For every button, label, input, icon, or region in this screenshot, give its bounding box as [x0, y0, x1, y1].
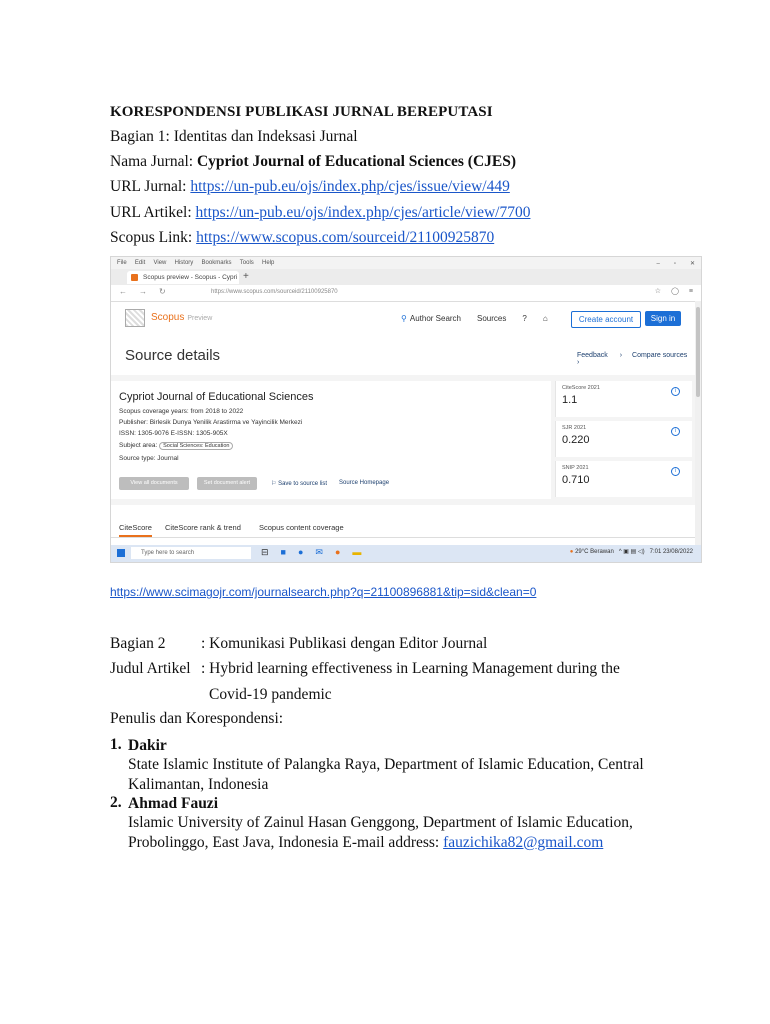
save-to-source-list-link[interactable]: ⚐ Save to source list — [271, 481, 328, 487]
article-url-label: URL Artikel: — [110, 204, 196, 221]
view-all-documents-button[interactable]: View all documents — [119, 477, 189, 490]
taskbar-search-input[interactable]: Type here to search — [131, 547, 251, 559]
article-title-value-2: Covid-19 pandemic — [209, 686, 332, 703]
menu-tools[interactable]: Tools — [239, 260, 254, 266]
edge-icon[interactable]: ● — [297, 547, 304, 557]
author-affiliation-2: Probolinggo, East Java, Indonesia E-mail address: fauzichika82@gmail.com — [128, 833, 604, 851]
source-type: Source type: Journal — [119, 455, 179, 462]
article-url-link[interactable]: https://un-pub.eu/ojs/index.php/cjes/article/view/7700 — [195, 204, 531, 221]
snip-label: SNIP 2021 — [562, 465, 589, 471]
help-icon[interactable]: ? — [522, 314, 527, 323]
article-title-value-1: : Hybrid learning effectiveness in Learning Management during the — [201, 660, 620, 677]
source-tabs — [111, 519, 701, 538]
tray-time: 7:01 — [649, 549, 662, 555]
source-homepage-link[interactable]: Source Homepage — [339, 480, 390, 486]
journal-info-panel — [111, 381, 551, 499]
header-actions — [577, 352, 701, 366]
nav-author-search[interactable]: Author Search — [409, 314, 461, 323]
menu-file[interactable]: File — [117, 260, 127, 266]
scopus-link-line — [110, 229, 494, 247]
browser-toolbar-icons — [645, 287, 693, 295]
journal-name-label: Nama Jurnal: — [110, 153, 197, 170]
info-icon[interactable]: i — [671, 467, 680, 476]
scopus-link-label: Scopus Link: — [110, 229, 197, 246]
scopus-header — [111, 301, 701, 331]
subject-tag[interactable]: Social Sciences: Education — [159, 442, 233, 450]
browser-tab-title: Scopus preview - Scopus - Cypri — [143, 274, 238, 281]
url-field[interactable]: https://www.scopus.com/sourceid/21100925870 — [211, 289, 338, 295]
author-number: 1. — [110, 736, 122, 753]
section-1-heading: Bagian 1: Identitas dan Indeksasi Jurnal — [110, 128, 358, 145]
citescore-label: CiteScore 2021 — [562, 385, 600, 391]
menu-history[interactable]: History — [174, 260, 194, 266]
set-document-alert-button[interactable]: Set document alert — [197, 477, 257, 490]
browser-address-bar — [111, 285, 701, 302]
minimize-icon[interactable]: – — [656, 261, 660, 267]
weather-icon: ● — [569, 549, 574, 555]
search-icon: ⚲ — [401, 314, 407, 323]
browser-menubar — [111, 257, 701, 269]
nav-sources[interactable]: Sources — [477, 314, 507, 323]
folder-icon[interactable]: ▬ — [352, 547, 362, 557]
menu-edit[interactable]: Edit — [134, 260, 146, 266]
article-url-line — [110, 204, 530, 222]
article-title-line — [110, 660, 620, 678]
firefox-icon[interactable]: ● — [334, 547, 341, 557]
menu-help[interactable]: Help — [262, 260, 275, 266]
tab-citescore-rank[interactable]: CiteScore rank & trend — [165, 523, 241, 532]
info-icon[interactable]: i — [671, 387, 680, 396]
author-affiliation-1: State Islamic Institute of Palangka Raya, Department of Islamic Education, Central — [128, 756, 644, 773]
issn: ISSN: 1305-9076 E-ISSN: 1305-905X — [119, 430, 228, 437]
author-email-link[interactable]: fauzichika82@gmail.com — [443, 833, 604, 851]
scimago-line — [110, 583, 536, 601]
browser-tab[interactable] — [127, 271, 239, 284]
section-2-line — [110, 635, 488, 653]
journal-name-line — [110, 153, 516, 171]
shield-icon[interactable]: ◯ — [671, 288, 679, 295]
author-number: 2. — [110, 794, 122, 811]
tab-content-coverage[interactable]: Scopus content coverage — [259, 523, 344, 532]
author-list — [110, 736, 710, 852]
task-view-icon[interactable]: ⊟ — [261, 547, 269, 557]
citescore-value: 1.1 — [562, 394, 578, 406]
scopus-logo[interactable] — [151, 312, 212, 323]
maximize-icon[interactable]: ▫ — [673, 261, 676, 267]
coverage-years: Scopus coverage years: from 2018 to 2022 — [119, 408, 244, 415]
document-heading: KORESPONDENSI PUBLIKASI JURNAL BEREPUTASI — [110, 104, 493, 120]
journal-url-line — [110, 178, 510, 196]
snip-card — [555, 461, 692, 497]
journal-url-link[interactable]: https://un-pub.eu/ojs/index.php/cjes/issue/view/449 — [190, 178, 510, 195]
menu-bookmarks[interactable]: Bookmarks — [201, 260, 232, 266]
scopus-link[interactable]: https://www.scopus.com/sourceid/21100925870 — [196, 229, 495, 246]
list-item — [110, 736, 710, 794]
author-name: Ahmad Fauzi — [128, 795, 218, 812]
sjr-card — [555, 421, 692, 457]
menu-view[interactable]: View — [153, 260, 167, 266]
new-tab-icon[interactable]: + — [243, 271, 249, 282]
store-icon[interactable]: ■ — [280, 547, 286, 557]
taskbar-apps — [261, 547, 373, 558]
bookmark-star-icon[interactable]: ☆ — [654, 288, 662, 295]
info-icon[interactable]: i — [671, 427, 680, 436]
forward-icon[interactable]: → — [139, 287, 147, 296]
citescore-card — [555, 381, 692, 417]
author-affiliation-2: Kalimantan, Indonesia — [128, 775, 269, 793]
page-title: Source details — [125, 347, 221, 364]
back-icon[interactable]: ← — [119, 287, 127, 296]
authors-heading: Penulis dan Korespondensi: — [110, 710, 284, 727]
scimago-link[interactable]: https://www.scimagojr.com/journalsearch.php?q=21100896881&tip=sid&clean=0 — [110, 585, 537, 599]
snip-value: 0.710 — [562, 474, 590, 486]
section-2-value: : Komunikasi Publikasi dengan Editor Journal — [201, 635, 488, 652]
compare-sources-link[interactable]: Compare sources › — [577, 352, 688, 366]
system-tray: ● 29°C Berawan ^ ▣ ▤ ◁) 7:01 23/08/2022 — [569, 549, 693, 555]
menu-icon[interactable]: ≡ — [688, 288, 693, 295]
elsevier-tree-logo — [125, 309, 145, 327]
mail-icon[interactable]: ✉ — [315, 547, 323, 557]
journal-url-label: URL Jurnal: — [110, 178, 191, 195]
tray-weather: 29°C Berawan — [575, 549, 614, 555]
sjr-value: 0.220 — [562, 434, 590, 446]
author-name: Dakir — [128, 737, 167, 754]
scopus-preview-label: Preview — [187, 315, 213, 322]
section-2-label: Bagian 2 — [110, 635, 166, 652]
tab-citescore[interactable]: CiteScore — [119, 523, 152, 537]
browser-nav-buttons — [119, 287, 178, 296]
journal-name-value: Cypriot Journal of Educational Sciences (CJES) — [196, 153, 517, 170]
subject-area: Subject area: Social Sciences: Education — [119, 442, 233, 449]
create-account-button[interactable]: Create account — [571, 311, 641, 328]
article-title-label: Judul Artikel — [110, 660, 191, 677]
page-scrollbar[interactable] — [695, 301, 701, 545]
scopus-nav — [401, 314, 564, 323]
scopus-brand: Scopus — [151, 312, 185, 323]
browser-tabbar — [111, 269, 701, 285]
feedback-link[interactable]: Feedback › — [577, 352, 623, 359]
windows-taskbar — [111, 545, 701, 562]
reload-icon[interactable]: ↻ — [159, 287, 166, 296]
scopus-favicon-icon — [131, 274, 138, 281]
publisher: Publisher: Birlesik Dunya Yenilik Arastirma ve Yayincilik Merkezi — [119, 419, 303, 426]
list-item — [110, 794, 710, 852]
close-icon[interactable]: ✕ — [689, 261, 695, 267]
author-affiliation-1: Islamic University of Zainul Hasan Genggong, Department of Islamic Education, — [128, 814, 633, 831]
tray-date: 23/08/2022 — [662, 549, 693, 555]
sjr-label: SJR 2021 — [562, 425, 587, 431]
journal-title: Cypriot Journal of Educational Sciences — [119, 391, 314, 403]
institution-icon[interactable]: ⌂ — [542, 314, 548, 323]
scopus-screenshot — [110, 256, 702, 563]
bookmark-icon: ⚐ — [271, 481, 277, 487]
sign-in-button[interactable]: Sign in — [645, 311, 681, 326]
windows-start-icon[interactable] — [117, 549, 125, 557]
